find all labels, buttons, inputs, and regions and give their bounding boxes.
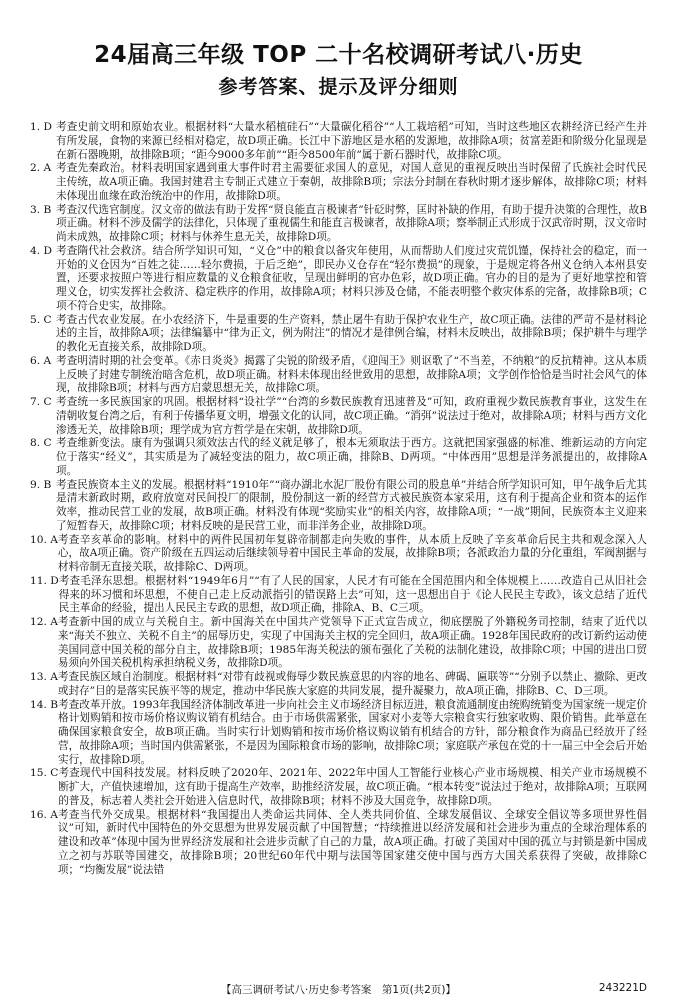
answer-number: 8. C <box>30 437 52 450</box>
answer-item <box>30 809 647 878</box>
answer-item <box>30 204 647 245</box>
answer-item <box>30 245 647 314</box>
document-title: 24届高三年级 TOP 二十名校调研考试八·历史 <box>94 42 583 68</box>
answer-number: 6. A <box>30 354 52 367</box>
footer-page-info: 【高三调研考试八·历史参考答案 第1页(共2页)】 <box>221 984 456 996</box>
answer-explanation: 考查维新变法。康有为强调只须效法古代的经义就足够了，根本无须取法于西方。这就把国家强盛的标准、维新运动的方向定位于落实“经义”，其实质是为了减轻变法的阻力，故C项正确，排除B、D两项。“中体西用”思想是洋务派提出的，故排除A项。 <box>56 437 647 477</box>
answer-item <box>30 616 647 671</box>
answer-number: 10. A <box>30 533 58 546</box>
answer-number: 7. C <box>30 396 52 408</box>
answer-item <box>30 534 647 575</box>
answer-explanation: 考查新中国的成立与关税自主。新中国海关在中国共产党领导下正式宣告成立，彻底摆脱了外籍税务司控制，结束了近代以来“海关不独立、关税不自主”的屈辱历史，实现了中国海关主权的完全回归，故A项正确。1928年国民政府的改订新约运动使美国同意中国关税的部分自主，故排除B项；1985年海关税法的颁布强化了关税的法制化建设，故排除C项；中国的进出口贸易须向外国关税机构承担纳税义务，故排除D项。 <box>57 616 647 670</box>
answer-number: 1. D <box>30 121 52 133</box>
answer-number: 9. B <box>30 478 52 491</box>
answer-explanation: 考查改革开放。1993年我国经济体制改革进一步向社会主义市场经济目标迈进，粮食流通制度由统购统销变为国家统一规定价格计划购销和按市场价格议购议销有机结合。由于市场供需紧张，国家对小麦等大宗粮食实行独家收购、限价销售。此举意在确保国家粮食安全，故B项正确。当时实行计划购销和按市场价格议购议销有机结合的方针，部分粮食作为商品已经放开了经营，故排除A项；当时国内供需紧张，不是因为国际粮食市场的影响，故排除C项；家庭联产承包在党的十一届三中全会后开始实行，故排除D项。 <box>58 698 647 766</box>
answer-item <box>30 699 647 768</box>
answer-explanation: 考查毛泽东思想。根据材料“1949年6月”“有了人民的国家，人民才有可能在全国范围内和全体规模上……改造自己从旧社会得来的坏习惯和坏思想，不使自己走上反动派指引的错误路上去”可知，这一思想出自于《论人民民主专政》，该文总结了近代民主革命的经验，提出人民民主专政的思想，故D项正确，排除A、B、C三项。 <box>58 574 647 615</box>
answer-explanation: 考查辛亥革命的影响。材料中的两件民国初年复辟帝制都走向失败的事件，从本质上反映了辛亥革命后民主共和观念深入人心，故A项正确。资产阶级在五四运动后继续领导着中国民主革命的发展，故排除B项；各派政治力量的分化重组，军阀割据与材料帝制无直接关联，故排除C、D两项。 <box>57 533 647 573</box>
answer-item <box>30 575 647 616</box>
answer-explanation: 考查汉代选官制度。汉文帝的做法有助于发挥“贤良能直言极谏者”针砭时弊，匡时补缺的作用，有助于提升决策的合理性，故B项正确。材料不涉及儒学的法律化，只体现了重视儒生和能直言极谏者，故排除A项；察举制正式形成于汉武帝时期，汉文帝时尚未成熟，故排除C项；材料与休养生息无关，故排除D项。 <box>56 203 647 243</box>
answer-number: 4. D <box>30 244 52 257</box>
document-subtitle: 参考答案、提示及评分细则 <box>218 76 459 98</box>
answer-item <box>30 396 647 437</box>
answer-item <box>30 437 647 478</box>
answer-explanation: 考查隋代社会救济。结合所学知识可知，“义仓”中的粮食以备灾年使用，从而帮助人们度过灾荒饥馑，保持社会的稳定，而一开始的义仓因为“百姓之徒……轻尔费损，于后乏绝”，即民办义仓存在“轻尔费损”的现象，于是规定将各州义仓纳入本州县安置，还要求按照户等进行相应数量的义仓粮食征收，呈现出鲜明的官办色彩，故D项正确。官办的目的是为了更好地掌控和管理义仓，切实发挥社会救济、稳定秩序的作用，故排除A项；材料只涉及仓储，不能表明整个救灾体系的完备，故排除B项；C项不符合史实，故排除。 <box>56 244 647 312</box>
answer-number: 5. C <box>30 313 52 326</box>
answer-explanation: 考查古代农业发展。在小农经济下，牛是重要的生产资料，禁止屠牛有助于保护农业生产，故C项正确。法律的严苛不是材料论述的主旨，故排除A项；法律编纂中“律为正文，例为附注”的情况才是律例合编，材料未反映出，故排除B项；保护耕牛与理学的教化无直接关系，故排除D项。 <box>56 313 647 353</box>
answer-item <box>30 671 647 699</box>
answer-item <box>30 121 647 162</box>
answer-list <box>30 121 647 877</box>
answer-explanation: 考查明清时期的社会变革。《赤日炎炎》揭露了尖锐的阶级矛盾，《迎闯王》则讴歌了“不当差，不纳粮”的反抗精神。这从本质上反映了封建专制统治暗含危机，故D项正确。材料未体现出经世致用的思想，故排除A项；文学创作恰恰是当时社会风气的体现，故排除B项；材料与西方启蒙思想无关，故排除C项。 <box>56 354 647 395</box>
footer-exam-code: 243221D <box>598 982 647 994</box>
answer-number: 15. C <box>30 767 59 780</box>
answer-explanation: 考查史前文明和原始农业。根据材料“大量水稻植硅石”“大量碳化稻谷”“人工栽培稻”可知，当时这些地区农耕经济已经产生并有所发展，食物的来源已经相对稳定，故D项正确。长江中下游地区是水稻的发源地，故排除A项；贫富差距和阶级分化显现是在新石器晚期，故排除B项；“距今9000多年前”“距今8500年前”属于新石器时代，故排除C项。 <box>56 121 647 161</box>
answer-item <box>30 767 647 808</box>
answer-number: 3. B <box>30 203 52 216</box>
answer-number: 16. A <box>30 808 58 821</box>
answer-number: 12. A <box>30 616 58 628</box>
answer-explanation: 考查民族区域自治制度。根据材料“对带有歧视或侮辱少数民族意思的内容的地名、碑碣、匾联等”“分别予以禁止、撤除、更改或封存”目的是落实民族平等的规定，推动中华民族大家庭的共同发展，提升凝聚力，故A项正确，排除B、C、D三项。 <box>57 671 647 697</box>
answer-explanation: 考查当代外交成果。根据材料“我国提出人类命运共同体、全人类共同价值、全球发展倡议、全球安全倡议等多项世界性倡议”可知，新时代中国特色的外交思想为世界发展贡献了中国智慧；“持续推进以经济发展和社会进步为重点的全球治理体系的建设和改革”体现中国为世界经济发展和社会进步贡献了自己的力量，故A项正确。打破了美国对中国的孤立与封锁是新中国成立之初与苏联等国建交，故排除B项；20世纪60年代中期与法国等国家建交使中国与西方大国关系获得了突破，故排除C项；“均衡发展”说法错 <box>57 808 647 876</box>
answer-explanation: 考查现代中国科技发展。材料反映了2020年、2021年、2022年中国人工智能行业核心产业市场规模、相关产业市场规模不断扩大，产值快速增加，这有助于提高生产效率，助推经济发展，故C项正确。“根本转变”说法过于绝对，故排除A项；互联网的普及，标志着人类社会开始进入信息时代，故排除B项；材料不涉及大国竞争，故排除D项。 <box>58 767 647 807</box>
answer-explanation: 考查统一多民族国家的巩固。根据材料“设社学”“台湾的乡数民族教育迅速普及”可知，政府重视少数民族教育事业，这发生在清朝收复台湾之后，有利于传播华夏文明，增强文化的认同，故C项正确。“消弭”说法过于绝对，故排除A项；材料与西方文化渗透无关，故排除B项；理学成为官方哲学是在宋朝，故排除D项。 <box>56 396 647 436</box>
answer-explanation: 考查民族资本主义的发展。根据材料“1910年”“商办湖北水泥厂股份有限公司的股息单”并结合所学知识可知，甲午战争后尤其是清末新政时期，政府放宽对民间投厂的限制，股份制这一新的经营方式被民族资本家采用，这有利于提高企业和资本的运作效率，推动民营工业的发展，故B项正确。材料没有体现“奖励实业”的相关内容，故排除A项；“一战”期间，民族资本主义迎来了短暂春天，故排除C项；材料反映的是民营工业，而非洋务企业，故排除D项。 <box>56 478 647 532</box>
answer-item <box>30 355 647 396</box>
answer-number: 2. A <box>30 162 52 175</box>
answer-item <box>30 162 647 203</box>
answer-number: 13. A <box>30 671 58 683</box>
answer-item <box>30 479 647 534</box>
answer-number: 11. D <box>30 574 59 587</box>
answer-explanation: 考查先秦政治。材料表明国家遇到重大事件时君主需要征求国人的意见，对国人意见的重视反映出当时保留了氏族社会时代民主传统，故A项正确。我国封建君主专制正式建立于秦朝，故排除B项；宗法分封制在春秋时期才逐步解体，故排除C项；材料未体现出血缘在政治统治中的作用，故排除D项。 <box>56 162 647 202</box>
answer-item <box>30 314 647 355</box>
answer-number: 14. B <box>30 698 58 711</box>
page-footer <box>0 980 677 1000</box>
